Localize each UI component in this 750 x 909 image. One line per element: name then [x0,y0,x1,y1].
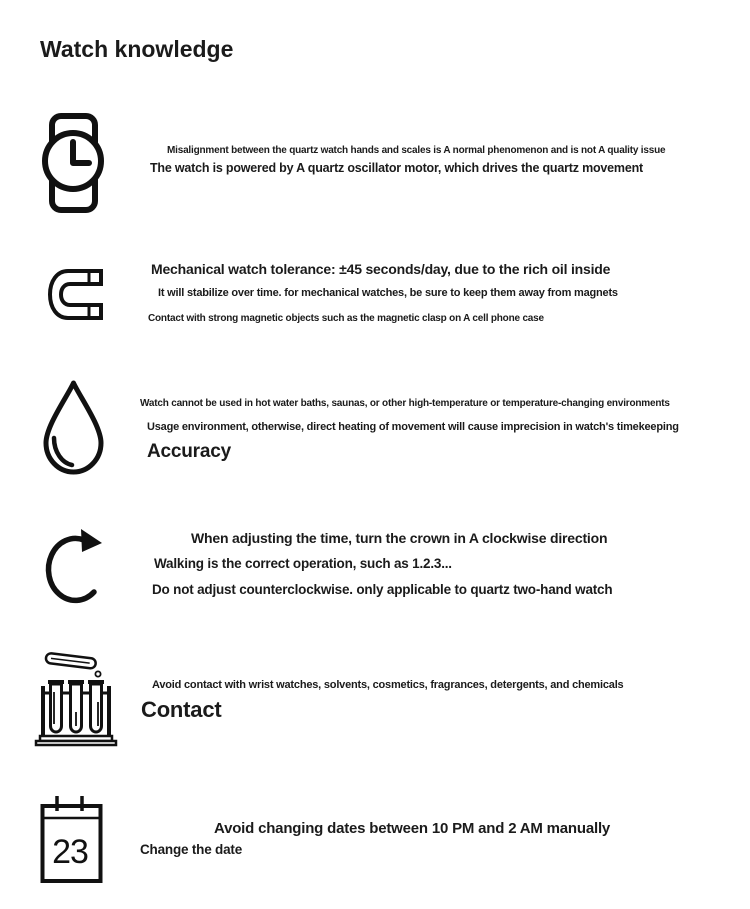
section-text-line: Change the date [140,842,243,857]
test-tubes-icon [34,646,118,747]
section-keyword: Accuracy [147,441,231,462]
section-text-line: Mechanical watch tolerance: ±45 seconds/day, due to the rich oil inside [151,261,611,277]
section-keyword: Contact [141,697,222,722]
clockwise-arrow-icon [39,526,109,610]
section-text-line: Avoid changing dates between 10 PM and 2 AM manually [214,820,611,837]
wrist-watch-icon [42,113,105,213]
water-drop-icon [42,379,105,476]
magnet-icon [47,268,103,321]
page-title: Watch knowledge [40,36,234,62]
section-text-line: Walking is the correct operation, such as 1.2.3... [154,556,452,571]
calendar-day-number: 23 [52,833,88,871]
calendar-icon [40,794,103,884]
section-text-line: Avoid contact with wrist watches, solvents, cosmetics, fragrances, detergents, and chemicals [152,679,624,691]
section-text-line: Do not adjust counterclockwise. only applicable to quartz two-hand watch [152,582,613,597]
section-text-line: Contact with strong magnetic objects such as the magnetic clasp on A cell phone case [148,313,544,324]
section-text-line: Misalignment between the quartz watch hands and scales is A normal phenomenon and is not A quality issue [167,145,666,156]
section-text-line: Usage environment, otherwise, direct heating of movement will cause imprecision in watch's timekeeping [147,421,679,433]
section-text-line: It will stabilize over time. for mechanical watches, be sure to keep them away from magnets [158,287,618,299]
section-text-line: When adjusting the time, turn the crown in A clockwise direction [191,530,608,546]
section-text-line: The watch is powered by A quartz oscillator motor, which drives the quartz movement [150,161,643,175]
section-text-line: Watch cannot be used in hot water baths, saunas, or other high-temperature or temperature-changing environments [140,398,670,409]
